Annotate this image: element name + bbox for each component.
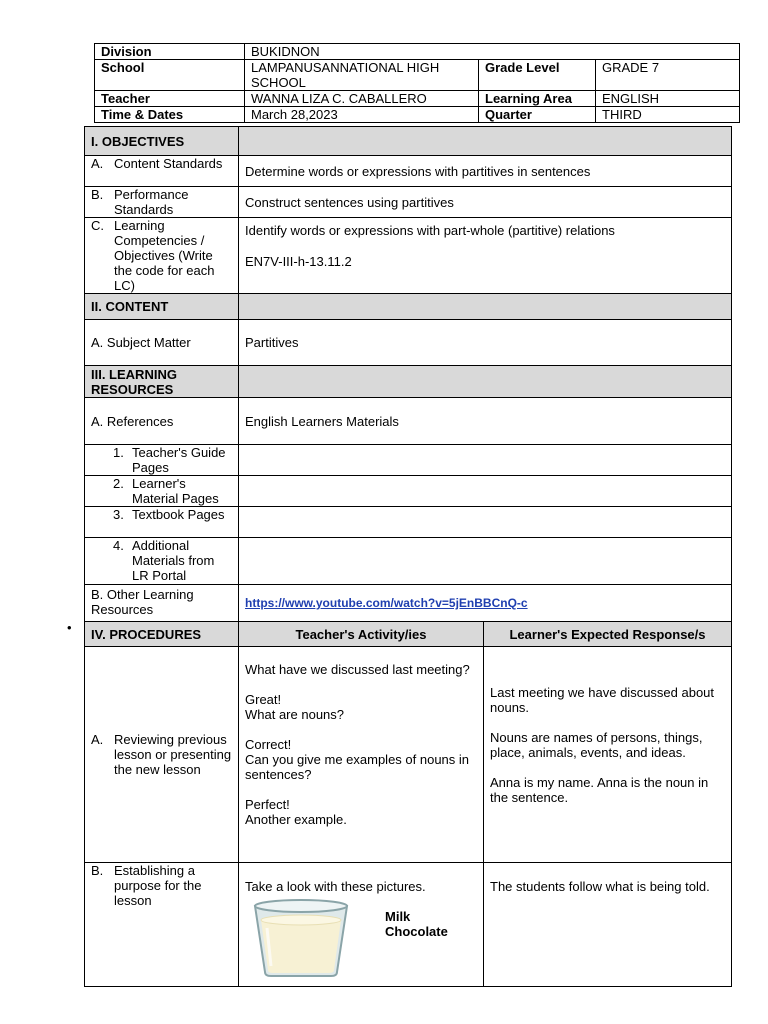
milk-chocolate-caption: Milk Chocolate [385, 909, 448, 939]
quarter-value: THIRD [596, 107, 740, 123]
division-value: BUKIDNON [245, 44, 740, 60]
learning-competencies-label: C. Learning Competencies / Objectives (Write the code for each LC) [85, 218, 239, 294]
grade-level-value: GRADE 7 [596, 60, 740, 91]
establishing-purpose-label: B. Establishing a purpose for the lesson [85, 863, 239, 987]
performance-standards-label: B. Performance Standards [85, 187, 239, 218]
reviewing-teacher-activity: What have we discussed last meeting? Great! What are nouns? Correct! Can you give me examples of nouns in sentences? Perfect! Another example. [239, 647, 484, 863]
procedures-heading: IV. PROCEDURES [85, 622, 239, 647]
school-value: LAMPANUSANNATIONAL HIGH SCHOOL [245, 60, 479, 91]
time-dates-value: March 28,2023 [245, 107, 479, 123]
bullet-point: • [67, 620, 72, 635]
objectives-heading: I. OBJECTIVES [85, 127, 239, 156]
quarter-label: Quarter [479, 107, 596, 123]
learner-response-heading: Learner's Expected Response/s [484, 622, 732, 647]
lesson-plan-table [84, 126, 732, 987]
content-heading: II. CONTENT [85, 294, 239, 320]
learning-area-label: Learning Area [479, 91, 596, 107]
content-standards-label: A. Content Standards [85, 156, 239, 187]
school-label: School [95, 60, 245, 91]
youtube-link[interactable]: https://www.youtube.com/watch?v=5jEnBBCnQ-c [245, 596, 528, 610]
other-resources-label: B. Other Learning Resources [85, 585, 239, 622]
learning-resources-heading: III. LEARNING RESOURCES [85, 366, 239, 398]
header-info-table [94, 43, 740, 123]
learning-area-value: ENGLISH [596, 91, 740, 107]
reviewing-learner-response: Last meeting we have discussed about nouns. Nouns are names of persons, things, place, animals, events, and ideas. Anna is my name. Anna is the noun in the sentence. [484, 647, 732, 863]
learning-competencies-value: Identify words or expressions with part-whole (partitive) relations EN7V-III-h-13.11.2 [239, 218, 732, 294]
establishing-teacher-activity: Take a look with these pictures. Milk Chocolate [239, 863, 484, 987]
teacher-label: Teacher [95, 91, 245, 107]
milk-glass-picture [251, 898, 351, 978]
teacher-value: WANNA LIZA C. CABALLERO [245, 91, 479, 107]
competency-code: EN7V-III-h-13.11.2 [245, 254, 352, 269]
subject-matter-value: Partitives [239, 320, 732, 366]
performance-standards-value: Construct sentences using partitives [239, 187, 732, 218]
subject-matter-label: A. Subject Matter [85, 320, 239, 366]
references-value: English Learners Materials [239, 398, 732, 445]
references-label: A. References [85, 398, 239, 445]
teacher-activity-heading: Teacher's Activity/ies [239, 622, 484, 647]
textbook-pages-label: 3. Textbook Pages [85, 507, 239, 538]
grade-level-label: Grade Level [479, 60, 596, 91]
division-label: Division [95, 44, 245, 60]
time-dates-label: Time & Dates [95, 107, 245, 123]
learners-material-pages-label: 2. Learner's Material Pages [85, 476, 239, 507]
additional-materials-label: 4. Additional Materials from LR Portal [85, 538, 239, 585]
reviewing-lesson-label: A. Reviewing previous lesson or presenting the new lesson [85, 647, 239, 863]
content-standards-value: Determine words or expressions with partitives in sentences [239, 156, 732, 187]
establishing-learner-response: The students follow what is being told. [484, 863, 732, 987]
teachers-guide-pages-label: 1. Teacher's Guide Pages [85, 445, 239, 476]
